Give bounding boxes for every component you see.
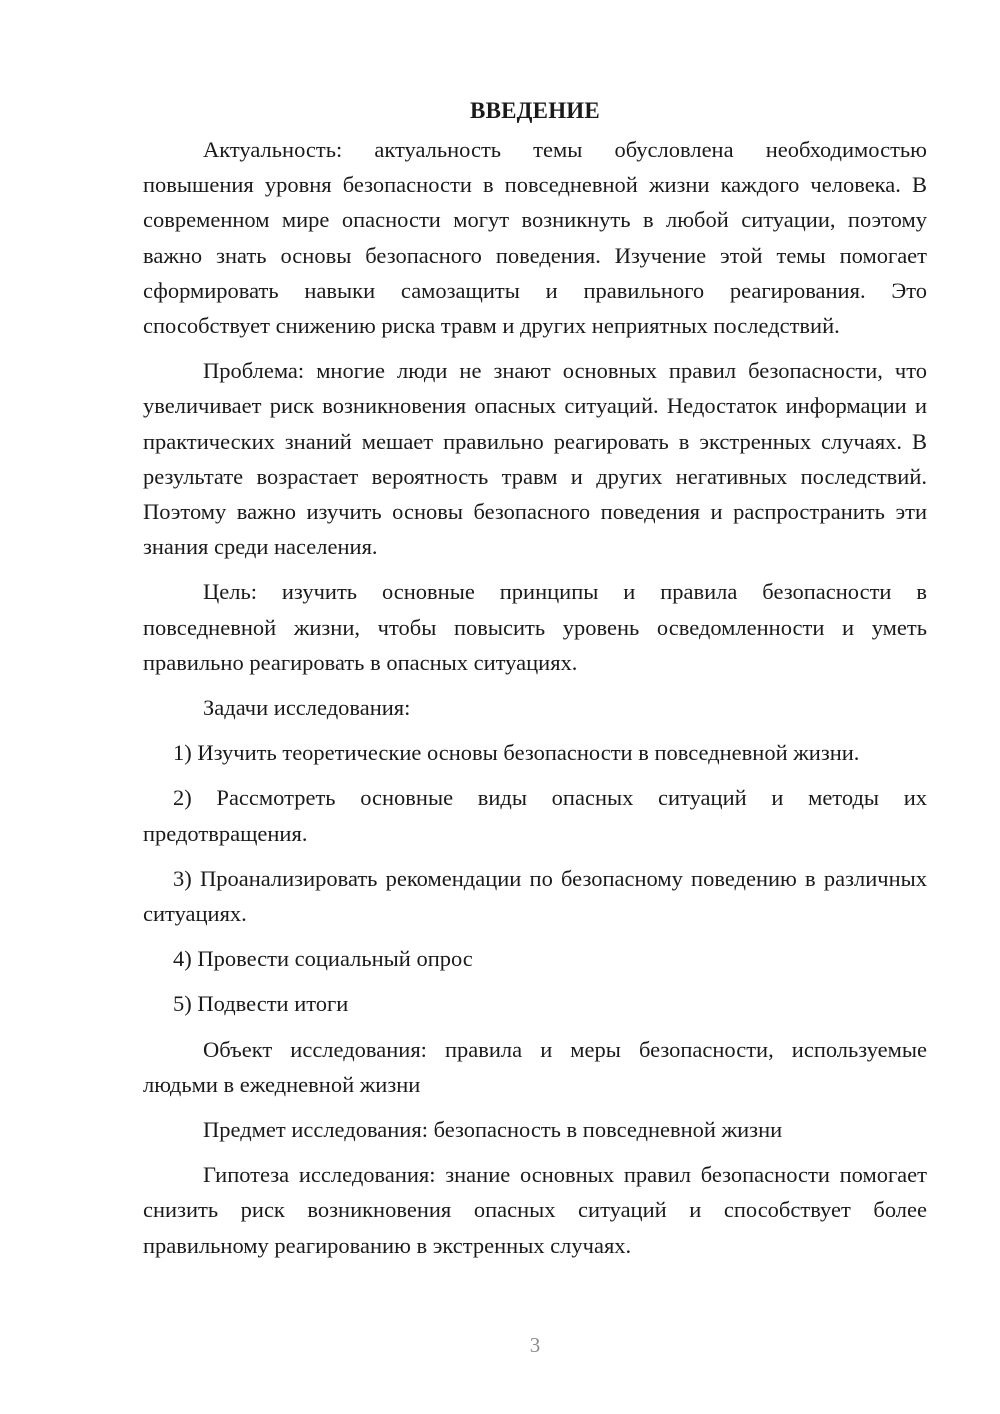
page-number: 3 (529, 1333, 541, 1357)
task-item-4: 4) Провести социальный опрос (173, 946, 473, 972)
page-title: ВВЕДЕНИЕ (470, 98, 600, 123)
document-page (143, 94, 927, 1273)
relevance-paragraph: Актуальность: актуальность темы обусловлена необходимостью повышения уровня безопасности в повседневной жизни каждого человека. В современном мире опасности могут возникнуть в любой ситуации, поэтому важно знать основы безопасного поведения. Изучение этой темы помогает сформировать навыки самозащиты и правильного реагирования. Это способствует снижению риска травм и других неприятных последствий. (143, 137, 927, 339)
hypothesis-paragraph: Гипотеза исследования: знание основных правил безопасности помогает снизить риск возникновения опасных ситуаций и способствует более правильному реагированию в экстренных случаях. (143, 1162, 927, 1258)
task-item-5: 5) Подвести итоги (173, 991, 349, 1017)
task-item-1: 1) Изучить теоретические основы безопасности в повседневной жизни. (173, 740, 860, 766)
goal-paragraph: Цель: изучить основные принципы и правила безопасности в повседневной жизни, чтобы повысить уровень осведомленности и уметь правильно реагировать в опасных ситуациях. (143, 579, 927, 675)
problem-paragraph: Проблема: многие люди не знают основных правил безопасности, что увеличивает риск возникновения опасных ситуаций. Недостаток информации и практических знаний мешает правильно реагировать в экстренных случаях. В результате возрастает вероятность травм и других негативных последствий. Поэтому важно изучить основы безопасного поведения и распространить эти знания среди населения. (143, 358, 927, 560)
task-item-3: 3) Проанализировать рекомендации по безопасному поведению в различных ситуациях. (143, 865, 927, 927)
task-item-2: 2) Рассмотреть основные виды опасных ситуаций и методы их предотвращения. (143, 785, 927, 846)
object-paragraph: Объект исследования: правила и меры безопасности, используемые людьми в ежедневной жизни (143, 1036, 927, 1097)
subject-paragraph: Предмет исследования: безопасность в повседневной жизни (203, 1117, 783, 1143)
tasks-title: Задачи исследования: (203, 695, 411, 721)
